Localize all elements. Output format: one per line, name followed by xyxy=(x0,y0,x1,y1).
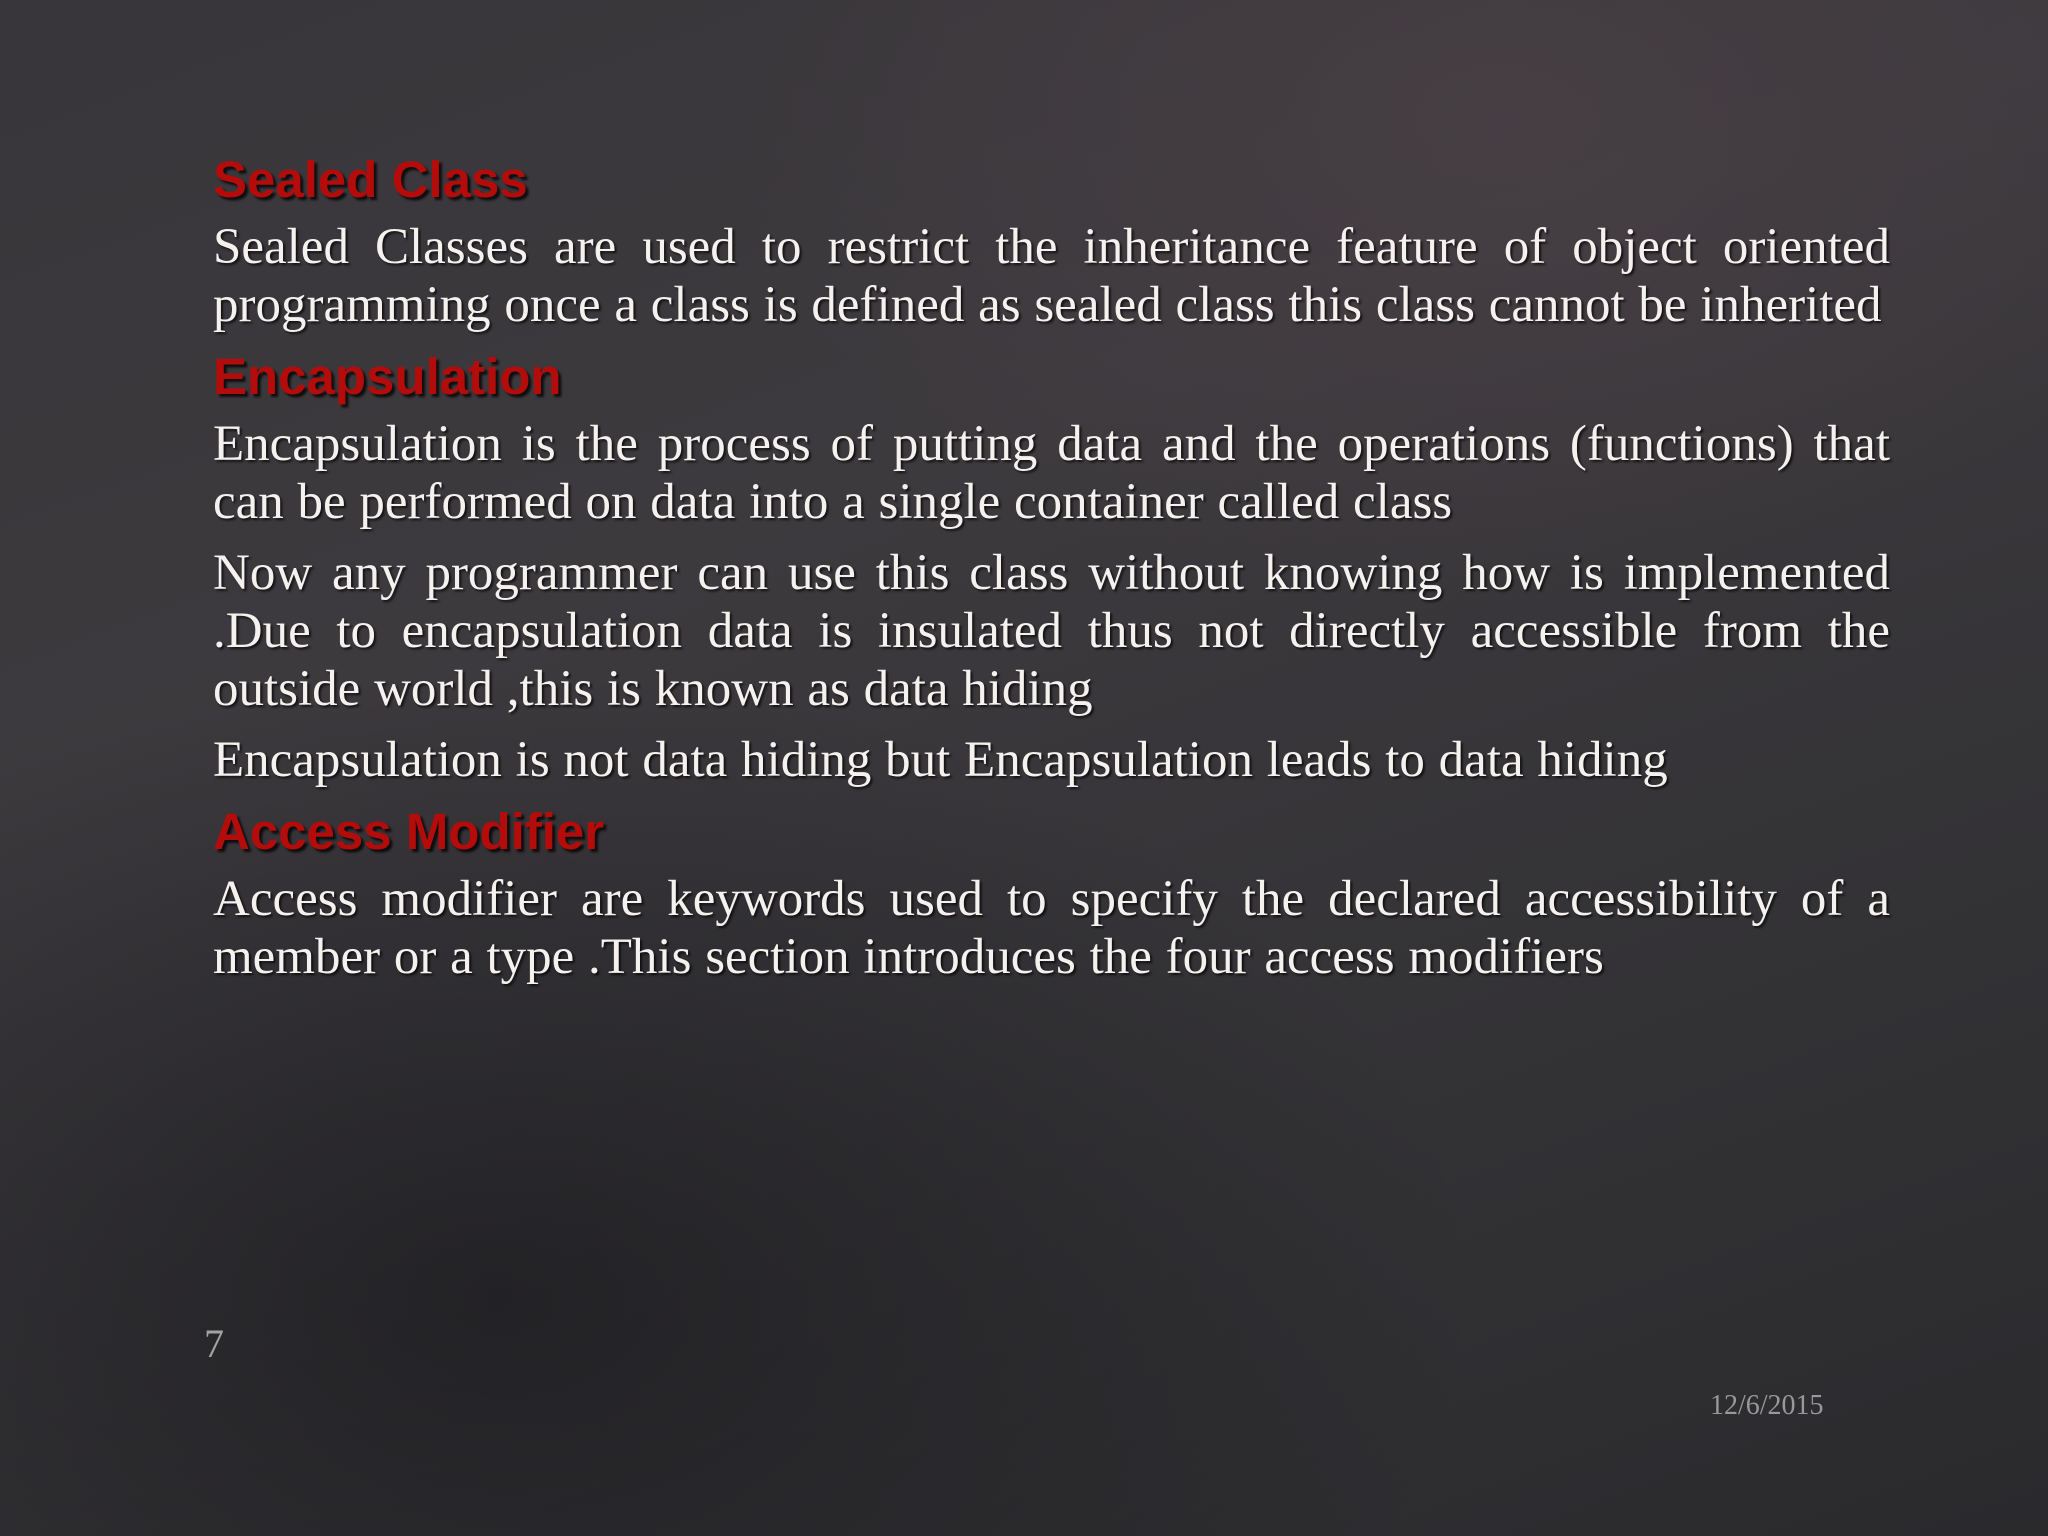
heading-access-modifier: Access Modifier xyxy=(213,803,605,860)
slide-number: 7 xyxy=(204,1321,224,1366)
slide-content xyxy=(213,150,1890,999)
heading-sealed-class: Sealed Class xyxy=(213,151,528,208)
paragraph-encapsulation-definition: Encapsulation is the process of putting data and the operations (functions) that can be performed on data into a single container called class xyxy=(213,416,1890,530)
slide-date: 12/6/2015 xyxy=(1710,1390,1824,1421)
paragraph-sealed-class: Sealed Classes are used to restrict the inheritance feature of object oriented programming once a class is defined as sealed class this class cannot be inherited xyxy=(213,219,1890,333)
heading-encapsulation: Encapsulation xyxy=(213,348,562,405)
paragraph-encapsulation-usage: Now any programmer can use this class without knowing how is implemented .Due to encapsulation data is insulated thus not directly accessible from the outside world ,this is known as data hiding xyxy=(213,545,1890,717)
paragraph-access-modifier: Access modifier are keywords used to specify the declared accessibility of a member or a type .This section introduces the four access modifiers xyxy=(213,871,1890,985)
paragraph-encapsulation-hiding: Encapsulation is not data hiding but Encapsulation leads to data hiding xyxy=(213,732,1668,788)
